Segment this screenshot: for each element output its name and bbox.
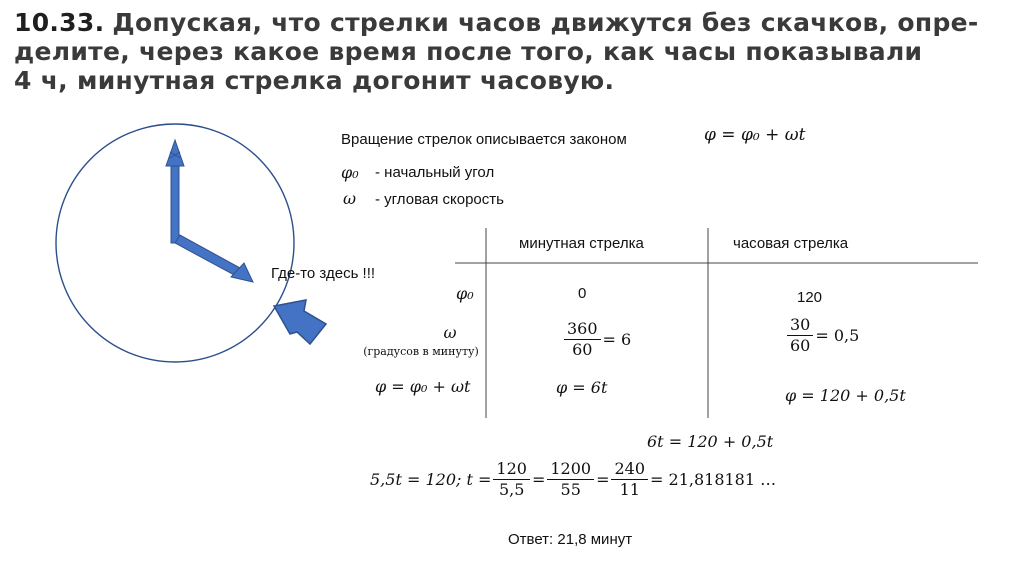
minute-omega-numerator: 360 xyxy=(564,320,601,340)
solution xyxy=(370,460,776,500)
solution-fraction-1-numerator: 120 xyxy=(493,460,530,480)
annotation-text: Где-то здесь !!! xyxy=(271,265,376,282)
problem-line-2: делите, через какое время после того, как часы показывали xyxy=(14,37,923,66)
equation: 6t = 120 + 0,5t xyxy=(647,432,774,451)
legend-desc-phi0: - начальный угол xyxy=(375,164,495,181)
problem-line-3: 4 ч, минутная стрелка догонит часовую. xyxy=(14,66,615,95)
table-row-label-phi0: φ₀ xyxy=(456,284,474,303)
table-cell-minute-phi0: 0 xyxy=(578,285,587,302)
solution-fraction-2-denominator: 55 xyxy=(560,480,581,500)
solution-start: 5,5t = 120; t = xyxy=(370,470,492,490)
hour-omega-numerator: 30 xyxy=(787,316,813,336)
table-row-label-omega: ω xyxy=(443,323,457,342)
legend-symbol-phi0: φ₀ xyxy=(341,163,359,182)
minute-omega-denominator: 60 xyxy=(572,340,593,360)
minute-hand xyxy=(166,140,184,243)
table-cell-hour-law: φ = 120 + 0,5t xyxy=(785,386,906,405)
hour-omega-denominator: 60 xyxy=(790,336,811,356)
solution-end: = 21,818181 … xyxy=(650,470,777,490)
problem-line-1: Допуская, что стрелки часов движутся без скачков, опре- xyxy=(112,8,979,37)
solution-equals-2: = xyxy=(596,470,610,490)
hour-hand xyxy=(175,235,253,282)
table-cell-minute-law: φ = 6t xyxy=(556,378,608,397)
table-header-minute: минутная стрелка xyxy=(519,235,644,252)
table-row-sublabel-omega: (градусов в минуту) xyxy=(363,345,479,358)
law-text: Вращение стрелок описывается законом xyxy=(341,131,627,148)
solution-fraction-1-denominator: 5,5 xyxy=(498,480,525,500)
table-row-label-law: φ = φ₀ + ωt xyxy=(375,377,471,396)
table-cell-hour-omega xyxy=(785,316,859,356)
table-cell-hour-phi0: 120 xyxy=(797,289,823,306)
answer: Ответ: 21,8 минут xyxy=(508,531,633,548)
pointer-arrow-icon xyxy=(274,300,326,344)
legend-desc-omega: - угловая скорость xyxy=(375,191,504,208)
solution-fraction-3-numerator: 240 xyxy=(611,460,648,480)
law-formula: φ = φ₀ + ωt xyxy=(704,125,806,145)
legend-symbol-omega: ω xyxy=(343,189,357,208)
solution-equals-1: = xyxy=(531,470,546,490)
table-cell-minute-omega xyxy=(562,320,631,360)
solution-fraction-2-numerator: 1200 xyxy=(547,460,594,480)
minute-omega-result: = 6 xyxy=(602,330,632,350)
table-header-hour: часовая стрелка xyxy=(733,235,849,252)
problem-number: 10.33. xyxy=(14,8,105,37)
solution-fraction-3-denominator: 11 xyxy=(619,480,640,500)
hour-omega-result: = 0,5 xyxy=(815,326,860,346)
